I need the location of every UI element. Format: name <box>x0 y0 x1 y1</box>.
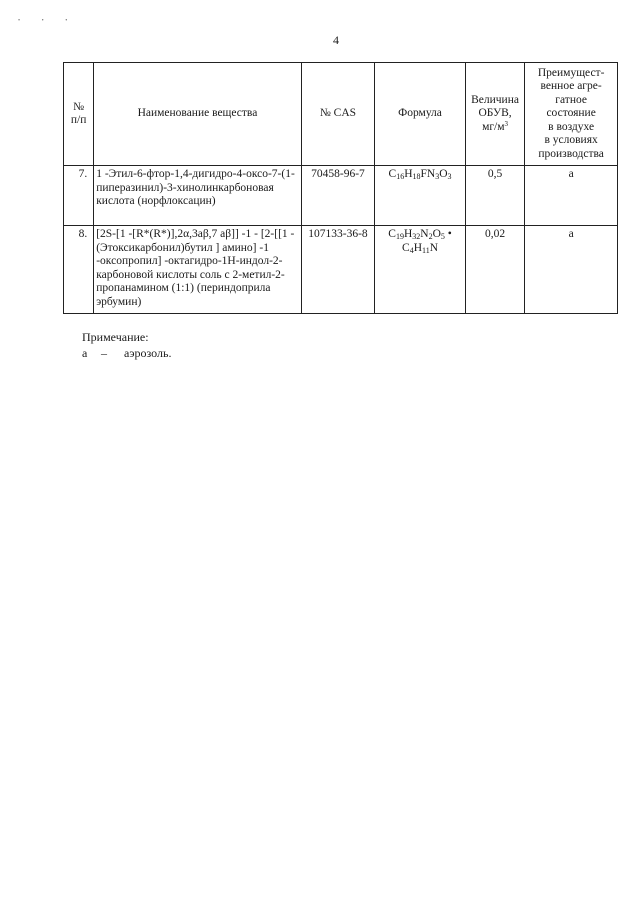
footnote-key: а <box>82 346 88 360</box>
aggregate-state: а <box>525 226 618 314</box>
obuv-value: 0,5 <box>465 166 524 226</box>
chemical-formula: $C_{16}H_{18}FN_3O_3$ <box>375 166 466 226</box>
footnote-entry <box>82 345 171 361</box>
aggregate-state: а <box>525 166 618 226</box>
header-formula: Формула <box>375 63 466 166</box>
scan-specks: • • • <box>18 18 78 24</box>
footnote-title: Примечание: <box>82 330 149 344</box>
footnote-dash: – <box>101 346 107 360</box>
cas-number: 70458-96-7 <box>301 166 375 226</box>
substance-table <box>63 62 618 314</box>
obuv-value: 0,02 <box>465 226 524 314</box>
chemical-formula: $C_{19}H_{32}N_2O_5$ • $C_4H_{11}N$ <box>375 226 466 314</box>
page-number: 4 <box>333 33 339 47</box>
row-number: 8. <box>64 226 94 314</box>
table-row <box>64 166 618 226</box>
header-number: № п/п <box>64 63 94 166</box>
substance-name: 1 -Этил-6-фтор-1,4-дигидро-4-оксо-7-(1-пиперазинил)-3-хинолинкарбоновая кислота (норфлоксацин) <box>94 166 301 226</box>
cas-number: 107133-36-8 <box>301 226 375 314</box>
row-number: 7. <box>64 166 94 226</box>
table-header-row <box>64 63 618 166</box>
table-row <box>64 226 618 314</box>
substance-name: [2S-[1 -[R*(R*)],2α,3аβ,7 аβ]] -1 - [2-[[1 -(Этоксикарбонил)бутил ] амино] -1 -оксопропил] -октагидро-1Н-индол-2-карбоновой кислоты соль с 2-метил-2-пропанамином (1:1) (периндоприла эрбумин) <box>94 226 301 314</box>
footnote-text: аэрозоль. <box>124 346 172 360</box>
header-aggregate-state: Преимущест- венное агре- гатное состояние в воздухе в условиях производства <box>525 63 618 166</box>
header-obuv: Величина ОБУВ, $мг/м^3$ <box>465 63 524 166</box>
footnote <box>82 329 171 361</box>
header-substance-name: Наименование вещества <box>94 63 301 166</box>
header-cas: № CAS <box>301 63 375 166</box>
